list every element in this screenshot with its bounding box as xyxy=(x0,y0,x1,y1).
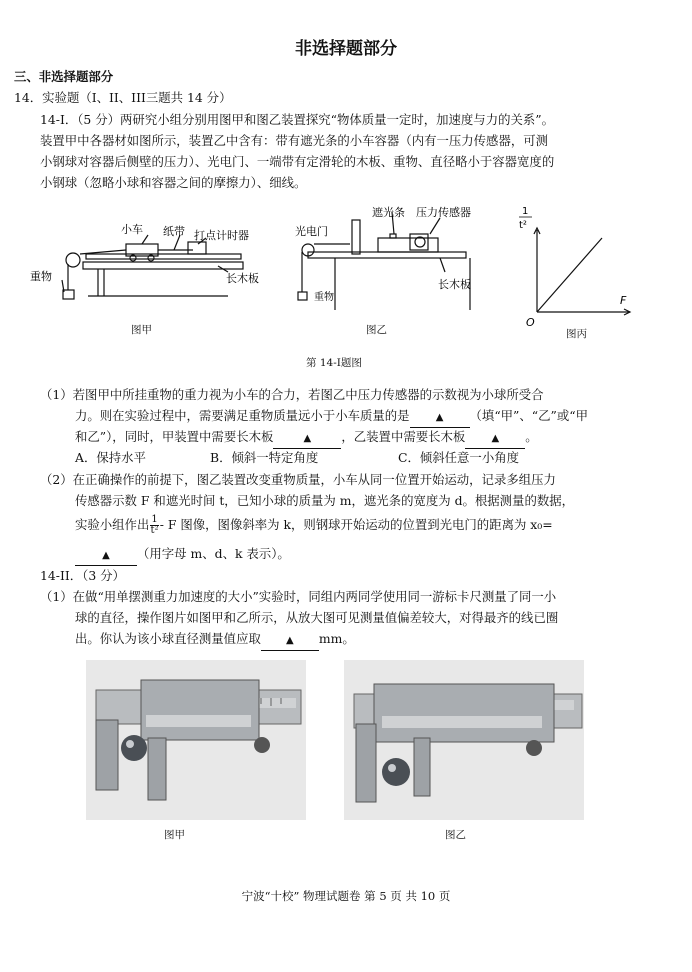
figure-a-weight-label: 重物 xyxy=(30,270,52,283)
option-b: B．倾斜一特定角度 xyxy=(210,450,319,465)
q14-2-header: 14-II．（3 分） xyxy=(40,568,125,583)
q14-2-line3: 出。你认为该小球直径测量值应取 ▲ mm。 xyxy=(75,629,355,651)
figure-c-xlabel: F xyxy=(620,294,627,307)
figure-c-ylabel-denominator: t² xyxy=(519,220,527,231)
q14-1-2-line3: 实验小组作出 $\frac{1}{\text{t²}}$ - F 图像，图像斜率为 k，则钢球开始运动的位置到光电门的距离为 x₀= xyxy=(75,514,553,536)
figure-c-graph xyxy=(512,200,642,330)
q14-2-line1: （1）在做“用单摆测重力加速度的大小”实验时，同组内两同学使用同一游标卡尺测量了同一小 xyxy=(40,589,557,604)
q14-1-2-line2: 传感器示数 F 和遮光时间 t，已知小球的质量为 m，遮光条的宽度为 d。根据测量的数据， xyxy=(75,493,575,508)
option-c: C．倾斜任意一小角度 xyxy=(398,450,519,465)
fraction-1-over-t2: $\frac{1}{\text{t²}}$ xyxy=(150,514,159,536)
page-title: 非选择题部分 xyxy=(295,39,397,59)
figure-group-caption: 第 14-I题图 xyxy=(306,357,362,369)
q14-header: 14．实验题（I、II、III三题共 14 分） xyxy=(14,90,232,105)
figure-b-gate-label: 光电门 xyxy=(295,225,328,238)
figure-b-weight-label: 重物 xyxy=(314,292,334,303)
answer-blank[interactable]: ▲ xyxy=(410,406,470,428)
figure-b-strip-label: 遮光条 xyxy=(372,206,405,219)
q14-2-line2: 球的直径，操作图片如图甲和乙所示，从放大图可见测量值偏差较大，对得最齐的线已圈 xyxy=(75,610,559,625)
figure-b-board-label: 长木板 xyxy=(438,278,471,291)
figure-a-caption: 图甲 xyxy=(131,324,152,336)
option-a: A．保持水平 xyxy=(75,450,146,465)
answer-blank[interactable]: ▲ xyxy=(75,544,137,566)
answer-blank[interactable]: ▲ xyxy=(261,629,319,651)
q14-1-text-line1: 14-I．（5 分）两研究小组分别用图甲和图乙装置探究“物体质量一定时，加速度与力的关系”。 xyxy=(40,112,554,127)
q14-1-2-line4: ▲ （用字母 m、d、k 表示）。 xyxy=(75,544,290,566)
caliper-photo-b-caption: 图乙 xyxy=(445,829,466,841)
q14-1-1-line2: 力。则在实验过程中，需要满足重物质量远小于小车质量的是 ▲ （填“甲”、“乙”或“甲 xyxy=(75,406,588,428)
figure-c-caption: 图丙 xyxy=(566,328,587,340)
answer-blank[interactable]: ▲ xyxy=(273,427,341,449)
caliper-photo-b xyxy=(344,660,584,820)
q14-1-text-line2: 装置甲中各器材如图所示，装置乙中含有：带有遮光条的小车容器（内有一压力传感器，可测 xyxy=(40,133,549,148)
section-heading: 三、非选择题部分 xyxy=(14,69,114,84)
figure-b-caption: 图乙 xyxy=(366,324,387,336)
q14-1-text-line4: 小钢球（忽略小球和容器之间的摩擦力）、细线。 xyxy=(40,175,307,190)
caliper-photo-a xyxy=(86,660,306,820)
caliper-photo-a-caption: 图甲 xyxy=(164,829,185,841)
figure-b-diagram xyxy=(290,200,510,330)
figure-c-origin: O xyxy=(526,316,535,329)
figure-a-car-label: 小车 xyxy=(121,223,143,236)
q14-1-1-line3: 和乙”），同时，甲装置中需要长木板 ▲ ，乙装置中需要长木板 ▲ 。 xyxy=(75,427,538,449)
figure-b-sensor-label: 压力传感器 xyxy=(416,206,471,219)
figure-a-tape-label: 纸带 xyxy=(163,225,185,238)
figure-a-board-label: 长木板 xyxy=(226,272,259,285)
q14-1-text-line3: 小钢球对容器后侧壁的压力）、光电门、一端带有定滑轮的木板、重物、直径略小于容器宽度的 xyxy=(40,154,555,169)
answer-blank[interactable]: ▲ xyxy=(465,427,525,449)
figure-a-diagram xyxy=(28,210,278,340)
q14-1-2-line1: （2）在正确操作的前提下，图乙装置改变重物质量，小车从同一位置开始运动，记录多组压力 xyxy=(40,472,556,487)
figure-c-ylabel-numerator: 1 xyxy=(522,206,529,217)
page-footer: 宁波“十校” 物理试题卷 第 5 页 共 10 页 xyxy=(241,889,451,903)
figure-a-timer-label: 打点计时器 xyxy=(194,229,249,242)
q14-1-1-line1: （1）若图甲中所挂重物的重力视为小车的合力，若图乙中压力传感器的示数视为小球所受合 xyxy=(40,387,544,402)
